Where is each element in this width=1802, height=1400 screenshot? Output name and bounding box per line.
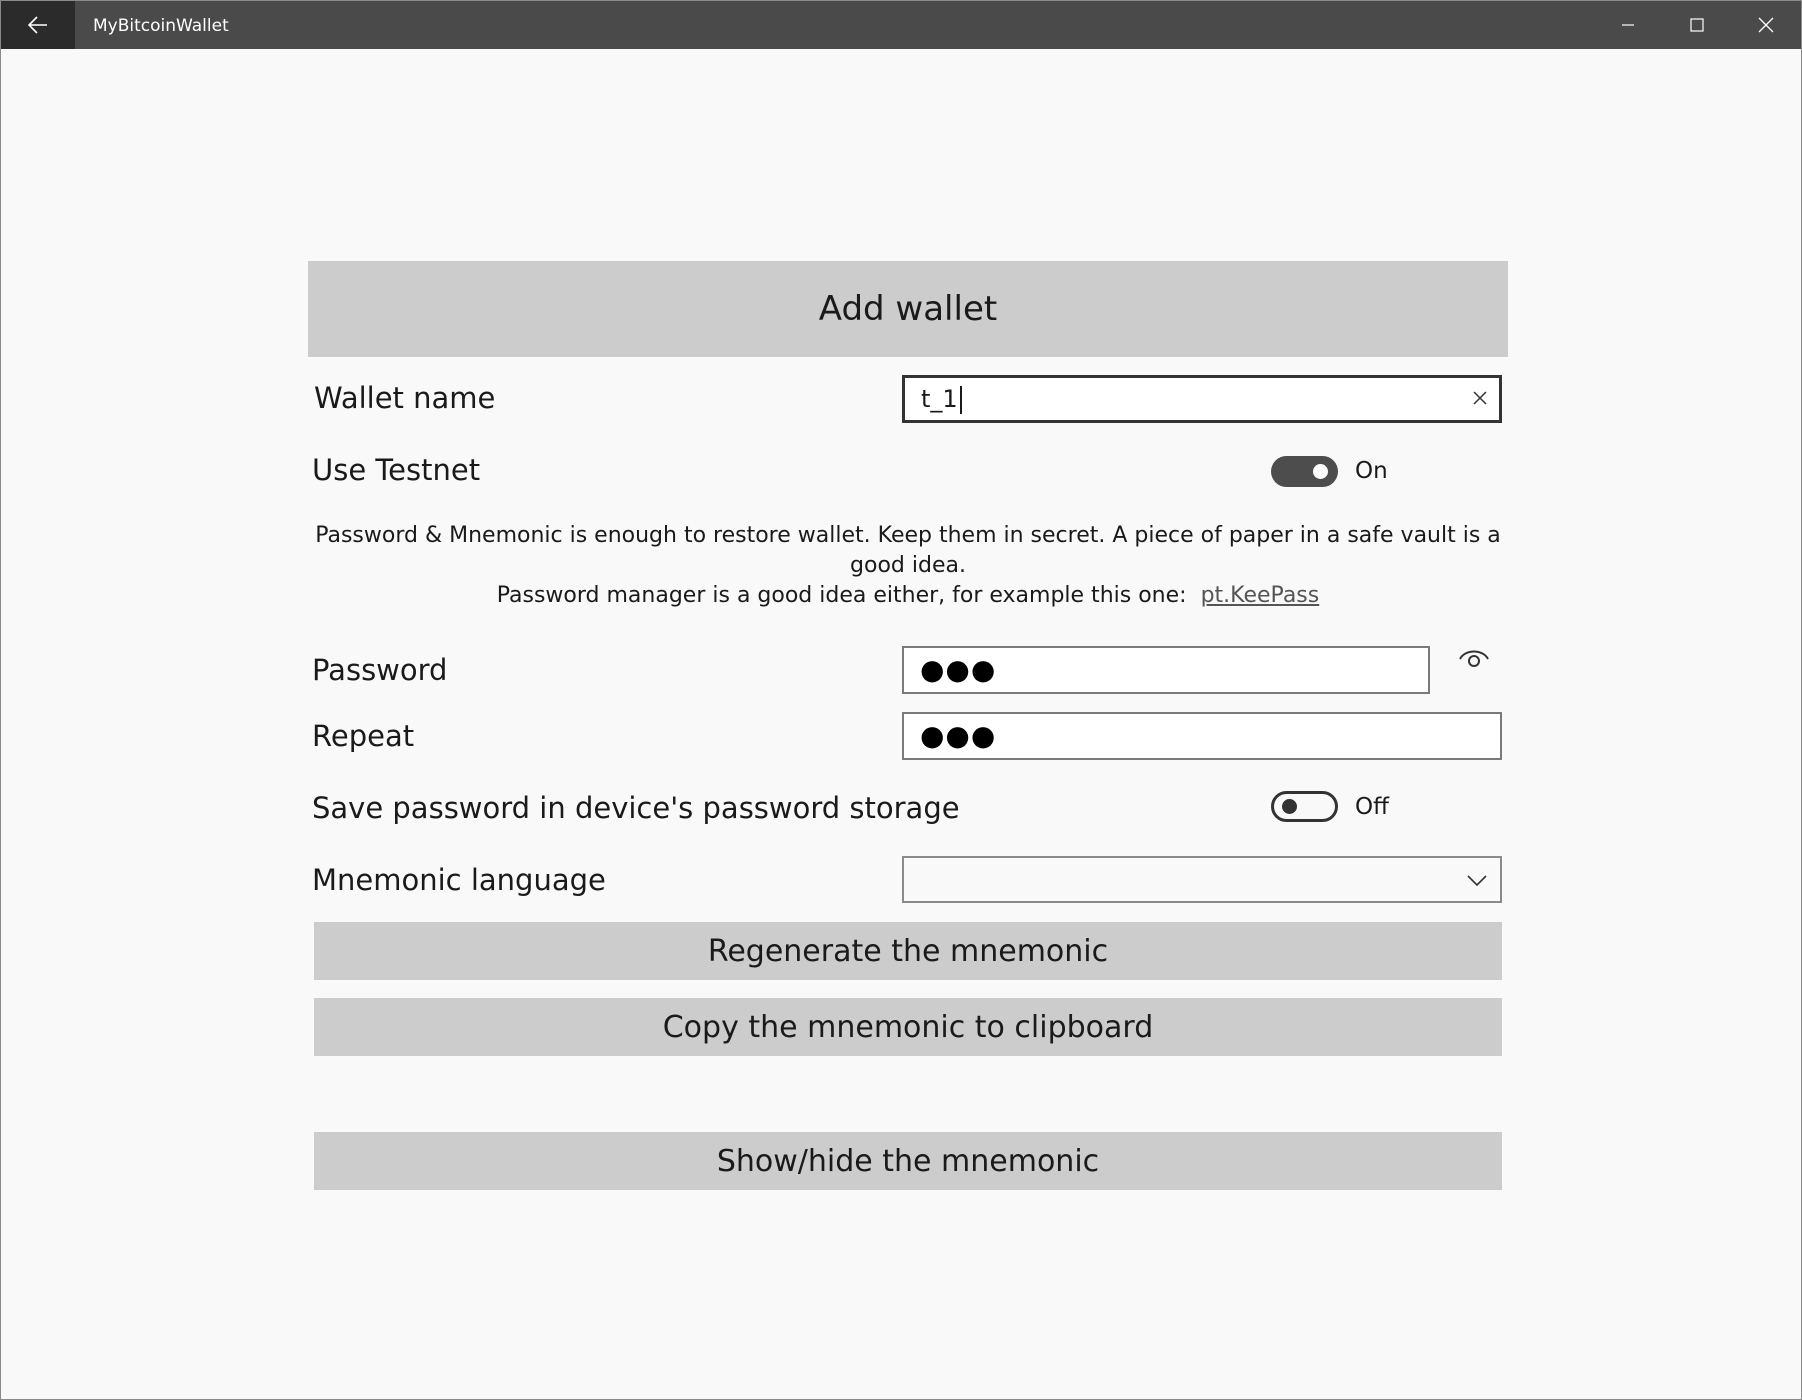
- back-arrow-icon: [28, 16, 48, 34]
- toggle-knob: [1313, 464, 1328, 479]
- repeat-label: Repeat: [312, 719, 415, 753]
- keepass-link[interactable]: pt.KeePass: [1200, 583, 1320, 608]
- toggle-knob: [1282, 799, 1297, 814]
- minimize-icon: [1621, 18, 1635, 32]
- show-hide-mnemonic-button[interactable]: Show/hide the mnemonic: [314, 1132, 1502, 1190]
- save-password-toggle[interactable]: [1271, 791, 1338, 822]
- maximize-button[interactable]: [1662, 1, 1731, 49]
- text-caret: [960, 386, 962, 414]
- wallet-name-value-wrap: [921, 378, 962, 420]
- info-line-2: [308, 581, 1508, 611]
- password-input[interactable]: [902, 646, 1430, 694]
- clear-icon: [1473, 391, 1487, 405]
- title-bar: [1, 1, 1801, 49]
- backup-info-text: [308, 521, 1508, 611]
- testnet-toggle[interactable]: [1271, 456, 1338, 487]
- back-button[interactable]: [1, 1, 75, 49]
- password-label: Password: [312, 653, 448, 687]
- repeat-password-input[interactable]: [902, 712, 1502, 760]
- close-icon: [1758, 17, 1774, 33]
- mnemonic-language-label: Mnemonic language: [312, 863, 606, 897]
- wallet-name-label: Wallet name: [314, 381, 496, 415]
- copy-mnemonic-button[interactable]: Copy the mnemonic to clipboard: [314, 998, 1502, 1056]
- info-line-1: Password & Mnemonic is enough to restore wallet. Keep them in secret. A piece of paper in a safe vault is a good idea.: [315, 523, 1501, 578]
- wallet-name-input[interactable]: [902, 375, 1502, 423]
- chevron-down-icon: [1466, 869, 1488, 891]
- password-masked-value: ●●●: [920, 653, 997, 686]
- eye-icon[interactable]: [1457, 645, 1491, 673]
- maximize-icon: [1690, 18, 1704, 32]
- save-password-toggle-state: Off: [1355, 794, 1389, 820]
- window-title: MyBitcoinWallet: [93, 16, 229, 36]
- wallet-name-value: t_1: [921, 385, 958, 413]
- info-line-2-text: Password manager is a good idea either, for example this one:: [496, 583, 1187, 608]
- mnemonic-language-select[interactable]: [902, 856, 1502, 903]
- page-title: Add wallet: [308, 261, 1508, 357]
- close-button[interactable]: [1731, 1, 1800, 49]
- save-password-label: Save password in device's password storage: [312, 791, 960, 825]
- use-testnet-label: Use Testnet: [312, 453, 481, 487]
- testnet-toggle-state: On: [1355, 458, 1388, 484]
- regenerate-mnemonic-button[interactable]: Regenerate the mnemonic: [314, 922, 1502, 980]
- minimize-button[interactable]: [1593, 1, 1662, 49]
- repeat-masked-value: ●●●: [920, 719, 997, 752]
- clear-text-button[interactable]: [1469, 387, 1491, 409]
